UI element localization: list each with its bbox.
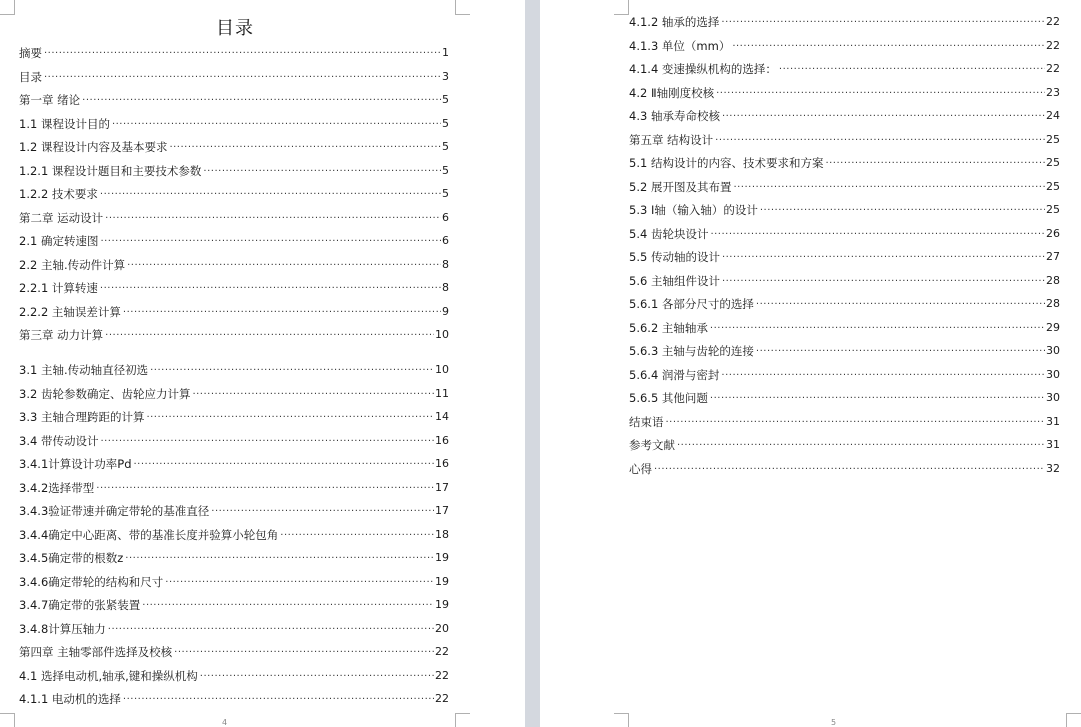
toc-entry-page: 22 bbox=[435, 669, 449, 682]
toc-dot-leader bbox=[44, 72, 441, 84]
toc-entry[interactable] bbox=[19, 40, 449, 60]
toc-entry[interactable] bbox=[19, 686, 449, 706]
toc-dot-leader bbox=[150, 365, 434, 377]
toc-dot-leader bbox=[44, 48, 441, 60]
toc-entry-page: 5 bbox=[442, 116, 449, 130]
toc-entry[interactable] bbox=[629, 432, 1060, 452]
toc-entry-label: 2.2.1 计算转速 bbox=[19, 281, 98, 295]
toc-entry-label: 5.6.1 各部分尺寸的选择 bbox=[629, 297, 754, 311]
toc-entry-page: 25 bbox=[1046, 203, 1060, 216]
toc-entry[interactable] bbox=[629, 174, 1060, 194]
toc-entry-label: 5.6.3 主轴与齿轮的连接 bbox=[629, 344, 754, 358]
toc-entry-page: 22 bbox=[435, 692, 449, 705]
toc-entry[interactable] bbox=[19, 475, 449, 495]
toc-entry-label: 4.1.2 轴承的选择 bbox=[629, 15, 720, 29]
toc-entry[interactable] bbox=[19, 381, 449, 401]
toc-entry[interactable] bbox=[629, 197, 1060, 217]
toc-dot-leader bbox=[710, 393, 1045, 405]
toc-entry-page: 30 bbox=[1046, 344, 1060, 357]
toc-entry-label: 5.3 I轴（输入轴）的设计 bbox=[629, 203, 758, 217]
toc-entry[interactable] bbox=[629, 56, 1060, 76]
toc-entry-label: 第三章 动力计算 bbox=[19, 328, 104, 342]
toc-entry[interactable] bbox=[629, 103, 1060, 123]
toc-entry[interactable] bbox=[629, 338, 1060, 358]
toc-entry-label: 3.1 主轴.传动轴直径初选 bbox=[19, 363, 149, 377]
toc-dot-leader bbox=[125, 553, 434, 565]
page-number: 5 bbox=[831, 718, 837, 727]
toc-dot-leader bbox=[105, 213, 441, 225]
toc-entry-page: 22 bbox=[1046, 15, 1060, 28]
toc-entry-page: 22 bbox=[1046, 38, 1060, 52]
crop-mark bbox=[1066, 713, 1081, 727]
toc-entry-label: 4.1.3 单位（mm） bbox=[629, 38, 731, 53]
toc-entry-page: 16 bbox=[435, 457, 449, 470]
toc-entry-label: 1.2.2 技术要求 bbox=[19, 187, 98, 201]
toc-entry-label: 2.2.2 主轴误差计算 bbox=[19, 304, 121, 319]
toc-entry-label: 5.6.2 主轴轴承 bbox=[629, 320, 708, 335]
toc-entry-label: 2.1 确定转速图 bbox=[19, 234, 99, 248]
toc-dot-leader bbox=[677, 440, 1045, 452]
toc-entry-label: 3.4.3验证带速并确定带轮的基准直径 bbox=[19, 504, 210, 518]
toc-entry[interactable] bbox=[629, 315, 1060, 335]
toc-entry-label: 第四章 主轴零部件选择及校核 bbox=[19, 645, 173, 659]
toc-entry[interactable] bbox=[19, 498, 449, 518]
toc-entry-page: 5 bbox=[442, 187, 449, 200]
toc-dot-leader bbox=[710, 323, 1045, 335]
toc-entry[interactable] bbox=[19, 158, 449, 178]
toc-dot-leader bbox=[112, 119, 441, 131]
toc-entry-label: 3.2 齿轮参数确定、齿轮应力计算 bbox=[19, 387, 191, 401]
toc-entry[interactable] bbox=[19, 592, 449, 612]
toc-entry-label: 1.1 课程设计目的 bbox=[19, 116, 110, 131]
toc-entry-label: 1.2.1 课程设计题目和主要技术参数 bbox=[19, 163, 202, 178]
toc-entry-page: 9 bbox=[442, 304, 449, 318]
toc-entry-label: 5.5 传动轴的设计 bbox=[629, 250, 720, 264]
toc-dot-leader bbox=[722, 252, 1045, 264]
toc-entry-page: 22 bbox=[1046, 62, 1060, 75]
toc-entry-label: 5.6 主轴组件设计 bbox=[629, 273, 720, 288]
toc-entry-label: 3.4.5确定带的根数z bbox=[19, 551, 124, 565]
toc-dot-leader bbox=[100, 283, 441, 295]
toc-entry-page: 28 bbox=[1046, 297, 1060, 310]
toc-entry-label: 2.2 主轴.传动件计算 bbox=[19, 257, 126, 272]
toc-entry-page: 8 bbox=[442, 281, 449, 294]
toc-dot-leader bbox=[100, 436, 434, 448]
toc-entry-label: 参考文献 bbox=[629, 438, 675, 452]
toc-dot-leader bbox=[721, 17, 1045, 29]
toc-entry-page: 23 bbox=[1046, 85, 1060, 99]
crop-mark bbox=[614, 713, 629, 727]
toc-entry[interactable] bbox=[19, 205, 449, 225]
toc-entry-page: 29 bbox=[1046, 320, 1060, 334]
toc-dot-leader bbox=[96, 483, 434, 495]
toc-entry-page: 30 bbox=[1046, 367, 1060, 381]
toc-entry-page: 11 bbox=[435, 387, 449, 400]
toc-entry[interactable] bbox=[19, 404, 449, 424]
crop-mark bbox=[614, 0, 629, 15]
toc-dot-leader bbox=[779, 64, 1045, 76]
crop-mark bbox=[0, 713, 15, 727]
toc-entry[interactable] bbox=[629, 33, 1060, 53]
toc-entry-page: 18 bbox=[435, 528, 449, 541]
toc-entry-page: 16 bbox=[435, 434, 449, 447]
toc-entry-label: 结束语 bbox=[629, 414, 664, 429]
toc-dot-leader bbox=[100, 189, 441, 201]
toc-entry-page: 8 bbox=[442, 257, 449, 271]
toc-entry[interactable] bbox=[19, 111, 449, 131]
toc-entry-page: 27 bbox=[1046, 250, 1060, 263]
toc-dot-leader bbox=[146, 412, 434, 424]
toc-entry-label: 5.4 齿轮块设计 bbox=[629, 226, 709, 241]
toc-entry[interactable] bbox=[19, 87, 449, 107]
toc-entry-page: 31 bbox=[1046, 414, 1060, 428]
toc-dot-leader bbox=[211, 506, 434, 518]
toc-entry[interactable] bbox=[19, 64, 449, 84]
toc-dot-leader bbox=[756, 346, 1045, 358]
crop-mark bbox=[0, 0, 15, 15]
toc-entry[interactable] bbox=[629, 268, 1060, 288]
toc-entry-label: 3.4.4确定中心距离、带的基准长度并验算小轮包角 bbox=[19, 528, 279, 542]
toc-dot-leader bbox=[710, 229, 1045, 241]
toc-entry-page: 6 bbox=[442, 234, 449, 247]
toc-dot-leader bbox=[142, 600, 434, 612]
toc-entry-label: 4.1.4 变速操纵机构的选择： bbox=[629, 62, 777, 76]
toc-entry[interactable] bbox=[629, 221, 1060, 241]
toc-entry-label: 3.4.8计算压轴力 bbox=[19, 622, 106, 636]
toc-entry[interactable] bbox=[19, 299, 449, 319]
toc-entry-page: 3 bbox=[442, 69, 449, 83]
toc-entry[interactable] bbox=[19, 134, 449, 154]
toc-entry[interactable] bbox=[19, 357, 449, 377]
toc-entry[interactable] bbox=[19, 639, 449, 659]
toc-dot-leader bbox=[721, 370, 1045, 382]
toc-entry-label: 第五章 结构设计 bbox=[629, 132, 714, 147]
toc-entry-page: 17 bbox=[435, 504, 449, 517]
toc-dot-leader bbox=[200, 671, 434, 683]
toc-entry-page: 19 bbox=[435, 598, 449, 611]
toc-dot-leader bbox=[666, 417, 1046, 429]
toc-entry-page: 25 bbox=[1046, 156, 1060, 169]
toc-dot-leader bbox=[756, 299, 1045, 311]
toc-entry[interactable] bbox=[629, 9, 1060, 29]
toc-dot-leader bbox=[654, 464, 1045, 476]
toc-dot-leader bbox=[715, 135, 1045, 147]
toc-entry-label: 1.2 课程设计内容及基本要求 bbox=[19, 140, 168, 154]
toc-entry-page: 19 bbox=[435, 575, 449, 588]
toc-entry-label: 目录 bbox=[19, 69, 42, 84]
toc-entry-label: 5.6.5 其他问题 bbox=[629, 391, 708, 405]
toc-entry[interactable] bbox=[629, 80, 1060, 100]
toc-entry[interactable] bbox=[629, 150, 1060, 170]
page-title: 目录 bbox=[216, 18, 254, 39]
toc-entry-page: 25 bbox=[1046, 179, 1060, 193]
toc-entry-label: 3.4.6确定带轮的结构和尺寸 bbox=[19, 575, 164, 589]
toc-entry-page: 30 bbox=[1046, 391, 1060, 404]
toc-entry[interactable] bbox=[629, 456, 1060, 476]
toc-dot-leader bbox=[108, 624, 434, 636]
toc-entry-label: 3.4 带传动设计 bbox=[19, 434, 99, 448]
toc-dot-leader bbox=[82, 95, 441, 107]
toc-dot-leader bbox=[123, 694, 434, 706]
toc-dot-leader bbox=[716, 88, 1045, 100]
toc-entry-page: 5 bbox=[442, 163, 449, 177]
toc-entry[interactable] bbox=[19, 616, 449, 636]
toc-dot-leader bbox=[760, 205, 1045, 217]
toc-entry-page: 1 bbox=[442, 46, 449, 59]
toc-entry-label: 3.3 主轴合理跨距的计算 bbox=[19, 410, 145, 424]
toc-entry-label: 3.4.2选择带型 bbox=[19, 481, 95, 495]
toc-entry[interactable] bbox=[629, 127, 1060, 147]
toc-entry-page: 22 bbox=[435, 645, 449, 658]
toc-entry-label: 3.4.7确定带的张紧装置 bbox=[19, 598, 141, 612]
toc-entry-label: 第一章 绪论 bbox=[19, 93, 81, 107]
toc-dot-leader bbox=[192, 389, 434, 401]
toc-entry[interactable] bbox=[19, 522, 449, 542]
toc-entry-page: 5 bbox=[442, 140, 449, 153]
toc-entry-label: 第二章 运动设计 bbox=[19, 210, 104, 225]
page-gutter bbox=[525, 0, 540, 727]
toc-entry[interactable] bbox=[19, 275, 449, 295]
toc-entry-label: 4.1 选择电动机,轴承,键和操纵机构 bbox=[19, 669, 198, 683]
toc-entry-label: 5.2 展开图及其布置 bbox=[629, 179, 732, 194]
toc-entry-page: 20 bbox=[435, 622, 449, 635]
toc-entry-page: 26 bbox=[1046, 226, 1060, 240]
toc-entry-label: 3.4.1计算设计功率Pd bbox=[19, 457, 132, 471]
toc-entry[interactable] bbox=[19, 569, 449, 589]
toc-dot-leader bbox=[732, 41, 1045, 53]
toc-entry[interactable] bbox=[629, 385, 1060, 405]
toc-entry[interactable] bbox=[629, 362, 1060, 382]
toc-entry-label: 4.2 Ⅱ轴刚度校核 bbox=[629, 85, 715, 100]
toc-entry[interactable] bbox=[629, 291, 1060, 311]
toc-dot-leader bbox=[169, 142, 441, 154]
crop-mark bbox=[455, 0, 470, 15]
toc-entry[interactable] bbox=[19, 663, 449, 683]
toc-dot-leader bbox=[722, 276, 1045, 288]
toc-dot-leader bbox=[123, 307, 441, 319]
toc-dot-leader bbox=[174, 647, 434, 659]
toc-dot-leader bbox=[825, 158, 1045, 170]
toc-dot-leader bbox=[722, 111, 1045, 123]
toc-entry-page: 25 bbox=[1046, 132, 1060, 146]
toc-dot-leader bbox=[100, 236, 441, 248]
toc-entry-label: 4.3 轴承寿命校核 bbox=[629, 109, 720, 123]
toc-entry[interactable] bbox=[19, 228, 449, 248]
toc-entry-label: 摘要 bbox=[19, 46, 42, 60]
toc-entry-label: 4.1.1 电动机的选择 bbox=[19, 692, 121, 706]
crop-mark bbox=[455, 713, 470, 727]
toc-entry[interactable] bbox=[629, 244, 1060, 264]
toc-entry-page: 10 bbox=[435, 363, 449, 376]
toc-entry[interactable] bbox=[629, 409, 1060, 429]
toc-entry-page: 31 bbox=[1046, 438, 1060, 451]
toc-dot-leader bbox=[165, 577, 434, 589]
toc-entry[interactable] bbox=[19, 322, 449, 342]
toc-entry-label: 心得 bbox=[629, 461, 652, 476]
toc-dot-leader bbox=[280, 530, 434, 542]
toc-entry-label: 5.6.4 润滑与密封 bbox=[629, 367, 720, 382]
toc-entry-page: 19 bbox=[435, 551, 449, 564]
toc-entry-page: 6 bbox=[442, 210, 449, 224]
toc-entry-page: 14 bbox=[435, 410, 449, 423]
toc-entry[interactable] bbox=[19, 451, 449, 471]
toc-entry[interactable] bbox=[19, 428, 449, 448]
toc-entry-page: 10 bbox=[435, 328, 449, 341]
toc-entry-page: 28 bbox=[1046, 273, 1060, 287]
page-number: 4 bbox=[222, 718, 228, 727]
toc-dot-leader bbox=[134, 459, 435, 471]
toc-dot-leader bbox=[127, 260, 441, 272]
toc-entry-page: 24 bbox=[1046, 109, 1060, 122]
toc-entry[interactable] bbox=[19, 181, 449, 201]
toc-entry-page: 32 bbox=[1046, 461, 1060, 475]
toc-dot-leader bbox=[203, 166, 441, 178]
toc-entry-label: 5.1 结构设计的内容、技术要求和方案 bbox=[629, 156, 824, 170]
toc-dot-leader bbox=[105, 330, 434, 342]
toc-dot-leader bbox=[733, 182, 1045, 194]
toc-entry-page: 17 bbox=[435, 481, 449, 494]
toc-entry[interactable] bbox=[19, 252, 449, 272]
toc-entry[interactable] bbox=[19, 545, 449, 565]
toc-entry-page: 5 bbox=[442, 93, 449, 106]
